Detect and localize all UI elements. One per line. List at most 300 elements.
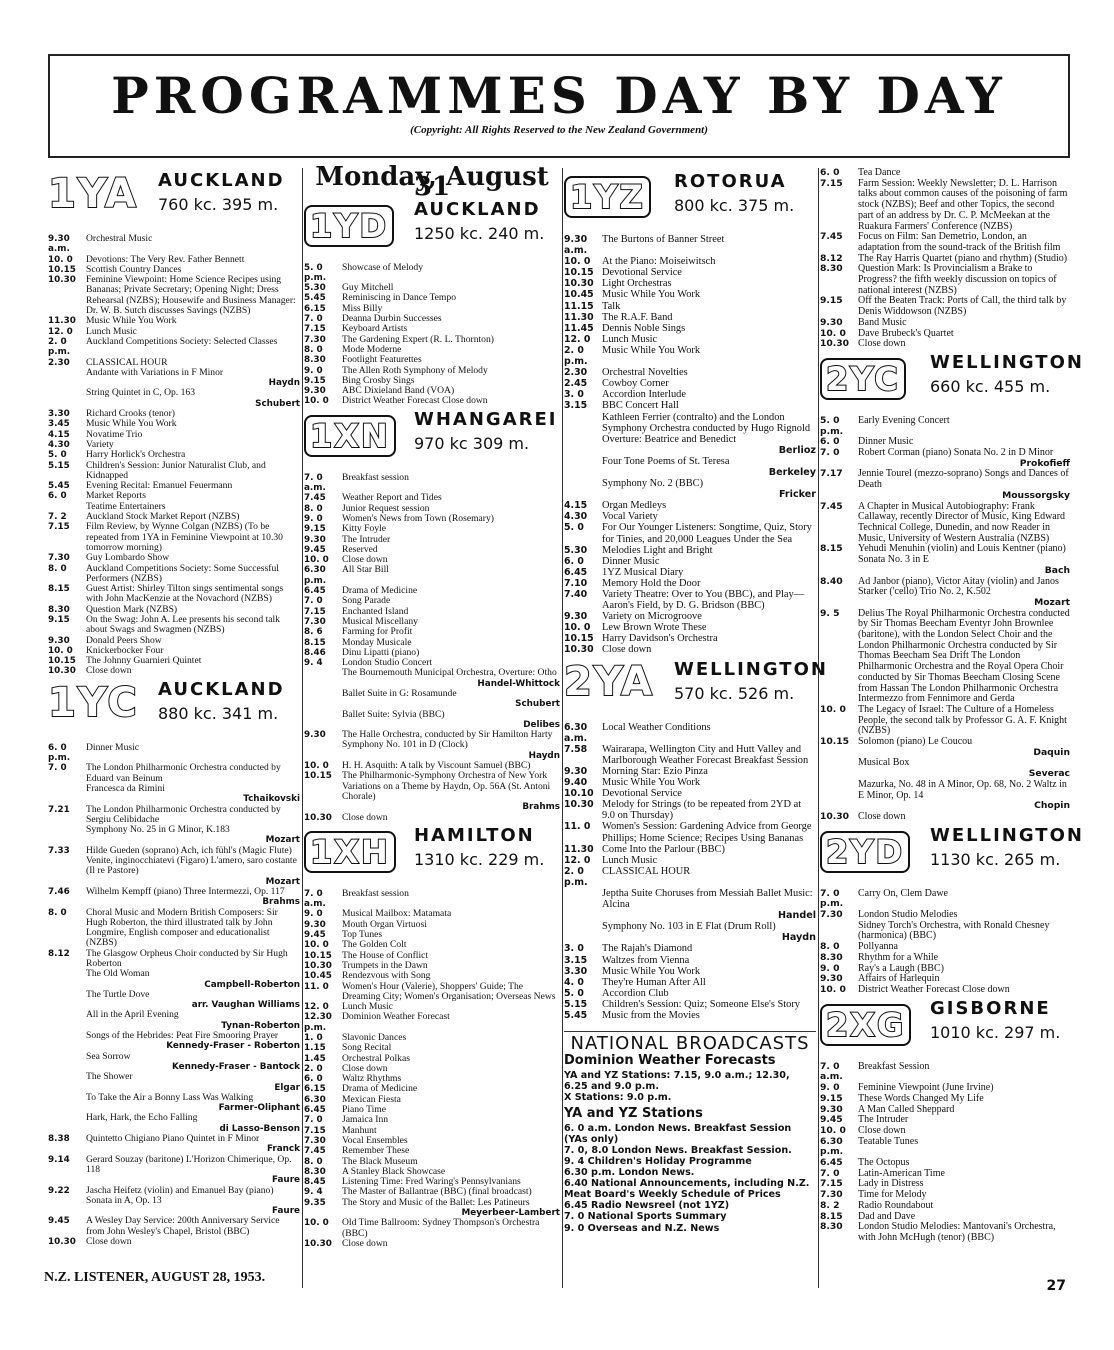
weather-line: X Stations: 9.0 p.m. xyxy=(564,1092,672,1104)
programme-entry xyxy=(564,389,816,400)
composer: Elgar xyxy=(274,1082,300,1093)
composer: Fricker xyxy=(778,489,816,501)
entry-title: Top Tunes xyxy=(342,929,383,941)
entry-time: 7.30 xyxy=(820,1189,843,1201)
national-broadcasts xyxy=(564,1031,816,1234)
entry-title: Weather Report and Tides xyxy=(342,492,442,504)
entry-text xyxy=(602,312,816,323)
entry-title: Melodies Light and Bright xyxy=(602,544,713,556)
entry-title: Auckland Competitions Society: Some Successful Performers (NZBS) xyxy=(86,562,279,584)
entry-time: 2. 0 p.m. xyxy=(564,344,588,368)
programme-entry xyxy=(48,887,300,908)
entry-title: Keyboard Artists xyxy=(342,323,408,335)
entry-title: Sidney Torch's Orchestra, with Ronald Chesney (harmonica) (BBC) xyxy=(858,919,1050,942)
entry-title: Come Into the Parlour (BBC) xyxy=(602,843,725,855)
programme-entry xyxy=(564,500,816,511)
entry-text xyxy=(602,500,816,511)
entry-title: Dominion Weather Forecast xyxy=(342,1011,450,1023)
entry-title: Latin-American Time xyxy=(858,1167,945,1179)
station-callsign: 1XN xyxy=(304,415,396,457)
composer: Faure xyxy=(272,1206,300,1217)
entry-time: 8. 0 xyxy=(820,941,840,953)
entry-time xyxy=(48,969,86,990)
programme-entry xyxy=(820,758,1070,779)
entry-time xyxy=(48,825,86,846)
entry-text xyxy=(86,990,300,1011)
entry-time: 4.15 xyxy=(48,429,70,440)
entry-title: Lew Brown Wrote These xyxy=(602,622,707,634)
programme-entry xyxy=(48,908,300,949)
composer: Farmer-Oliphant xyxy=(218,1103,300,1114)
entry-time: 1.15 xyxy=(304,1043,326,1054)
programme-entry xyxy=(304,1239,560,1249)
entry-title: Early Evening Concert xyxy=(858,414,950,426)
entry-time: 2.45 xyxy=(564,378,588,390)
station-city: AUCKLAND xyxy=(158,678,285,700)
entry-text xyxy=(86,784,300,805)
entry-title: A Stanley Black Showcase xyxy=(342,1165,446,1177)
programme-entry xyxy=(48,522,300,553)
programme-entry xyxy=(564,921,816,943)
entry-title: District Weather Forecast Close down xyxy=(858,984,1010,995)
entry-time: 7. 0 a.m. xyxy=(304,472,326,494)
entry-text xyxy=(86,368,300,389)
entry-title: London Studio Melodies: Mantovani's Orchestra, with John McHugh (tenor) (BBC) xyxy=(858,1221,1056,1243)
entry-text xyxy=(602,855,816,866)
entry-title: Choral Music and Modern British Composers: Sir Hugh Roberton, the third illustrated talk by John Longmire, English composer and educationalist (NZBS) xyxy=(86,906,278,949)
entry-time: 10. 0 xyxy=(564,622,591,634)
composer: Brahms xyxy=(262,897,300,908)
programme-entry xyxy=(820,921,1070,942)
entry-time: 11. 0 xyxy=(564,821,591,833)
entry-title: Music While You Work xyxy=(602,344,701,356)
programme-entry xyxy=(48,666,300,676)
entry-time: 10. 0 xyxy=(48,645,73,656)
entry-title: Dinner Music xyxy=(86,741,140,753)
entry-title: Lunch Music xyxy=(602,333,658,345)
entry-text xyxy=(602,323,816,334)
entry-title: Song Parade xyxy=(342,595,391,607)
entry-title: Memory Hold the Door xyxy=(602,577,701,589)
entry-title: Ad Janbor (piano), Victor Aitay (violin) and Janos Starker ('cello) Trio No. 2, K.502 xyxy=(858,575,1059,598)
programme-entry xyxy=(304,710,560,731)
entry-time: 5.15 xyxy=(564,998,588,1010)
entry-text xyxy=(602,400,816,411)
entry-time: 6. 0 p.m. xyxy=(48,742,71,764)
entry-text xyxy=(858,758,1070,779)
entry-title: Light Orchestras xyxy=(602,278,672,290)
composer: Brahms xyxy=(522,802,560,813)
station-city: AUCKLAND xyxy=(414,198,541,220)
entry-title: The Octopus xyxy=(858,1157,910,1169)
entry-text xyxy=(342,473,560,494)
entry-title: Scottish Country Dances xyxy=(86,263,182,275)
station-header xyxy=(304,824,560,885)
entry-time: 9.30 xyxy=(820,1103,843,1115)
entry-text xyxy=(602,633,816,644)
entry-text xyxy=(602,722,816,744)
entry-time: 8.12 xyxy=(48,948,70,959)
entry-time: 8. 0 xyxy=(304,1156,323,1167)
station-callsign: 1YA xyxy=(48,171,138,217)
programme-entry xyxy=(564,256,816,267)
composer: Daquin xyxy=(1033,746,1070,758)
entry-title: They're Human After All xyxy=(602,976,706,988)
programme-entry xyxy=(564,633,816,644)
programme-entry xyxy=(48,234,300,255)
entry-time: 7.15 xyxy=(304,606,326,617)
programme-entry xyxy=(820,1137,1070,1158)
entry-time: 10.15 xyxy=(820,736,850,748)
entry-text xyxy=(858,296,1070,317)
entry-time: 10.45 xyxy=(304,971,332,982)
entry-text xyxy=(86,615,300,636)
entry-text xyxy=(858,264,1070,296)
programme-entry xyxy=(564,312,816,323)
entry-time: 6. 0 xyxy=(304,1074,323,1085)
entry-text xyxy=(602,256,816,267)
entry-time: 4.30 xyxy=(48,439,70,450)
entry-time: 10.15 xyxy=(304,950,332,961)
entry-title: Symphony No. 103 in E Flat (Drum Roll) xyxy=(602,921,776,933)
station-city: WELLINGTON xyxy=(930,351,1084,373)
weather-heading: Dominion Weather Forecasts xyxy=(564,1053,776,1069)
entry-time: 9.22 xyxy=(48,1185,70,1196)
entry-title: A Wesley Day Service: 200th Anniversary Service from John Wesley's Chapel, Bristol (BBC) xyxy=(86,1215,280,1237)
entry-title: Jeptha Suite Choruses from Messiah Ballet Music: Alcina xyxy=(602,887,813,911)
entry-time: 5. 0 p.m. xyxy=(304,262,327,283)
entry-title: Feminine Viewpoint (June Irvine) xyxy=(858,1082,994,1094)
entry-text xyxy=(86,949,300,970)
programme-entry xyxy=(820,1222,1070,1243)
entry-time: 10.30 xyxy=(564,644,594,656)
entry-title: Kitty Foyle xyxy=(342,523,386,535)
entry-time: 3.45 xyxy=(48,419,70,430)
entry-text xyxy=(858,921,1070,942)
entry-time: 5. 0 p.m. xyxy=(820,414,844,437)
entry-time: 8.15 xyxy=(48,584,70,595)
entry-text xyxy=(602,921,816,943)
entry-text xyxy=(602,844,816,855)
entry-title: Mexican Fiesta xyxy=(342,1093,401,1105)
entry-title: Focus on Film: San Demetrio, London, an adaptation from the sound-track of the British film xyxy=(858,231,1061,253)
programme-entry xyxy=(564,367,816,378)
entry-title: Manhunt xyxy=(342,1124,377,1136)
issue-footer: N.Z. LISTENER, AUGUST 28, 1953. xyxy=(44,1270,266,1285)
station-callsign: 1YD xyxy=(304,205,394,247)
national-line: 6.30 p.m. London News. xyxy=(564,1167,695,1179)
entry-time: 7.30 xyxy=(304,616,326,627)
programme-entry xyxy=(564,888,816,921)
entry-text xyxy=(602,799,816,821)
entry-title: Delius The Royal Philharmonic Orchestra conducted by Sir Thomas Beecham Eventyr John Brownlee (baritone), with the London Select Choir and the London Philharmonic Orchestra conducted by Sir Thomas Beecham Sea Drift The London Philharmonic Orchestra and the Royal Opera Choir conducted by Sir Thomas Beecham Closing Scene from Hassan The London Philharmonic Orchestra Intermezzo from Fennimore and Gerda xyxy=(858,607,1070,705)
composer: Campbell-Roberton xyxy=(204,979,300,990)
entry-text xyxy=(858,502,1070,545)
entry-text xyxy=(86,1134,300,1155)
entry-title: Waltzes from Vienna xyxy=(602,954,690,966)
entry-time: 6.30 p.m. xyxy=(820,1135,844,1158)
entry-title: Close down xyxy=(602,644,652,656)
entry-title: Breakfast Session xyxy=(858,1060,930,1072)
entry-title: Footlight Featurettes xyxy=(342,354,422,366)
entry-time: 7.45 xyxy=(820,231,843,243)
entry-text xyxy=(342,1012,560,1033)
composer: Delibes xyxy=(523,719,560,730)
entry-time: 7. 0 p.m. xyxy=(820,887,844,910)
entry-title: Reserved xyxy=(342,543,378,555)
entry-text xyxy=(342,771,560,812)
entry-text xyxy=(602,943,816,954)
entry-title: Women's Hour (Valerie), Shoppers' Guide; The Dreaming City; Women's Organisation; Overseas News xyxy=(342,980,556,1002)
entry-time: 9.45 xyxy=(48,1216,70,1227)
entry-time xyxy=(48,1031,86,1052)
entry-text xyxy=(86,1216,300,1237)
entry-text xyxy=(342,263,560,284)
station-callsign: 2YD xyxy=(820,831,910,873)
entry-time: 6. 0 xyxy=(820,167,840,178)
entry-time xyxy=(48,502,86,512)
entry-title: The Glasgow Orpheus Choir conducted by Sir Hugh Roberton xyxy=(86,947,288,969)
entry-title: Solomon (piano) Le Coucou xyxy=(858,736,973,748)
entry-title: Music While You Work xyxy=(86,315,177,327)
entry-time: 10.30 xyxy=(48,1237,76,1248)
entry-text xyxy=(342,889,560,910)
programme-entry xyxy=(564,1010,816,1021)
entry-title: Orchestral Polkas xyxy=(342,1052,410,1064)
entry-time: 11.15 xyxy=(564,300,594,312)
programme-entry xyxy=(304,982,560,1003)
entry-title: Songs of the Hebrides: Peat Fire Smooring Prayer xyxy=(86,1030,279,1042)
programme-entry xyxy=(564,456,816,478)
entry-title: Harry Davidson's Orchestra xyxy=(602,633,718,645)
entry-time: 7.45 xyxy=(304,1146,326,1157)
entry-title: The House of Conflict xyxy=(342,949,429,961)
entry-text xyxy=(602,866,816,888)
entry-title: Vocal Variety xyxy=(602,511,658,523)
entry-time: 1. 0 xyxy=(304,1033,323,1043)
entry-text xyxy=(86,825,300,846)
entry-title: Music While You Work xyxy=(602,965,701,977)
programme-entry xyxy=(564,999,816,1010)
entry-title: Variety Theatre: Over to You (BBC), and Play—Aaron's Field, by D. G. Bridson (BBC) xyxy=(602,589,805,612)
entry-title: Variety on Microgroove xyxy=(602,611,702,623)
entry-title: Close down xyxy=(86,665,132,677)
entry-time: 6.45 xyxy=(304,586,326,597)
entry-title: Sea Sorrow xyxy=(86,1050,131,1062)
entry-text xyxy=(86,584,300,605)
entry-time: 7.15 xyxy=(304,1125,326,1136)
station-callsign: 2YA xyxy=(564,658,654,705)
entry-time: 2. 0 p.m. xyxy=(564,865,588,888)
programme-entry xyxy=(304,565,560,586)
station-frequency: 570 kc. 526 m. xyxy=(674,683,795,703)
entry-time: 11. 0 xyxy=(304,981,329,992)
entry-title: Breakfast session xyxy=(342,887,409,899)
entry-title: The Intruder xyxy=(342,533,391,545)
entry-time: 3.15 xyxy=(564,400,588,412)
programme-entry xyxy=(48,825,300,846)
entry-title: Wairarapa, Wellington City and Hutt Valley and Marlborough Weather Forecast Breakfast Session xyxy=(602,743,809,766)
entry-title: Auckland Stock Market Report (NZBS) xyxy=(86,511,240,523)
entry-time: 8.30 xyxy=(48,604,70,615)
programme-entry xyxy=(304,889,560,910)
entry-time: 8.30 xyxy=(304,1166,326,1177)
entry-title: Band Music xyxy=(858,316,907,328)
entry-title: Breakfast session xyxy=(342,471,409,483)
entry-text xyxy=(602,511,816,522)
copyright-notice: (Copyright: All Rights Reserved to the New Zealand Government) xyxy=(410,124,708,136)
entry-time: 9. 0 xyxy=(820,962,840,974)
entry-time: 7. 0 xyxy=(820,447,840,459)
entry-text xyxy=(602,367,816,378)
entry-text xyxy=(602,988,816,999)
entry-time: 9.35 xyxy=(304,1197,326,1208)
entry-title: The Ray Harris Quartet (piano and rhythm) (Studio) xyxy=(858,252,1068,264)
entry-time: 10.30 xyxy=(48,666,76,677)
composer: Mozart xyxy=(265,876,300,887)
entry-title: Enchanted Island xyxy=(342,605,409,617)
entry-time: 2.30 xyxy=(48,357,70,368)
entry-time: 2.30 xyxy=(564,367,588,379)
programme-entry xyxy=(304,1012,560,1033)
entry-title: Morning Star: Ezio Pinza xyxy=(602,765,708,777)
entry-text xyxy=(86,1031,300,1052)
entry-title: Robert Corman (piano) Sonata No. 2 in D Minor xyxy=(858,447,1054,459)
entry-title: Off the Beaten Track: Ports of Call, the third talk by Denis Widdowson (NZBS) xyxy=(858,295,1067,318)
entry-title: On the Swag: John A. Lee presents his second talk about Swags and Swagmen (NZBS) xyxy=(86,613,280,636)
entry-time: 7.15 xyxy=(820,177,843,189)
composer: Haydn xyxy=(528,750,560,761)
programme-entry xyxy=(564,977,816,988)
entry-title: The Legacy of Israel: The Culture of a Homeless People, the second talk by Professor G. A. F. Knight (NZBS) xyxy=(858,703,1067,737)
entry-text xyxy=(342,396,560,406)
entry-time: 5. 0 xyxy=(564,522,584,534)
composer: Prokofieff xyxy=(1019,457,1070,469)
entry-time: 10.30 xyxy=(820,338,850,350)
programme-entry xyxy=(48,1155,300,1186)
entry-title: Four Tone Poems of St. Teresa xyxy=(602,455,730,467)
entry-title: The Philharmonic-Symphony Orchestra of New York Variations on a Theme by Haydn, Op. 56A (St. Antoni Chorale) xyxy=(342,770,551,802)
station-city: GISBORNE xyxy=(930,997,1051,1019)
entry-title: Question Mark (NZBS) xyxy=(86,603,178,615)
entry-text xyxy=(602,522,816,544)
entry-time: 9.30 a.m. xyxy=(48,234,70,255)
entry-time: 10.15 xyxy=(48,264,76,275)
entry-text xyxy=(86,1052,300,1073)
programme-entry xyxy=(564,799,816,821)
station-callsign: 2YC xyxy=(820,358,906,400)
entry-title: Deanna Durbin Successes xyxy=(342,313,442,325)
entry-time: 7.30 xyxy=(304,1135,326,1146)
entry-title: The Intruder xyxy=(858,1114,909,1126)
entry-text xyxy=(602,888,816,921)
entry-title: All in the April Evening xyxy=(86,1009,179,1021)
composer: Schubert xyxy=(255,398,300,409)
entry-title: District Weather Forecast Close down xyxy=(342,395,488,407)
entry-title: BBC Concert Hall xyxy=(602,400,679,412)
entry-title: The Story and Music of the Ballet: Les Patineurs xyxy=(342,1196,530,1208)
entry-text xyxy=(858,1222,1070,1243)
programme-entry xyxy=(820,469,1070,501)
programme-entry xyxy=(564,578,816,589)
programme-entry xyxy=(820,1062,1070,1083)
entry-text xyxy=(342,710,560,731)
composer: Kennedy-Fraser - Roberton xyxy=(166,1041,300,1052)
entry-title: Devotional Service xyxy=(602,267,682,279)
entry-time: 7. 0 xyxy=(304,1115,323,1126)
programme-entry xyxy=(48,743,300,764)
programme-entry xyxy=(564,345,816,367)
entry-title: Rhythm for a While xyxy=(858,951,939,963)
entry-text xyxy=(342,1239,560,1249)
entry-time: 6. 0 xyxy=(564,555,584,567)
station-frequency: 1010 kc. 297 m. xyxy=(930,1022,1061,1042)
programme-entry xyxy=(564,545,816,556)
entry-text xyxy=(86,388,300,409)
entry-title: Jamaica Inn xyxy=(342,1114,389,1126)
entry-time: 7. 0 xyxy=(820,1167,840,1179)
entry-time: 4. 0 xyxy=(564,976,584,988)
programme-entry xyxy=(564,943,816,954)
entry-title: Dennis Noble Sings xyxy=(602,322,686,334)
entry-title: Remember These xyxy=(342,1145,410,1157)
programme-entry xyxy=(564,611,816,622)
programme-entry xyxy=(564,788,816,799)
entry-text xyxy=(602,1010,816,1021)
entry-time: 5. 0 xyxy=(48,450,67,461)
entry-time: 7. 0 xyxy=(48,763,67,774)
national-line: 6.40 National Announcements, including N.Z. Meat Board's Weekly Schedule of Prices xyxy=(564,1178,810,1201)
entry-text xyxy=(602,567,816,578)
programme-entry xyxy=(564,844,816,855)
entry-title: Teatable Tunes xyxy=(858,1135,919,1147)
entry-title: Showcase of Melody xyxy=(342,261,423,273)
entry-time: 7. 0 xyxy=(304,596,323,607)
entry-time: 7.15 xyxy=(48,522,70,533)
entry-title: Guy Lombardo Show xyxy=(86,552,170,564)
programme-entry xyxy=(820,812,1070,823)
entry-title: Musical Miscellany xyxy=(342,615,418,627)
station-callsign: 2XG xyxy=(820,1004,911,1046)
entry-title: Radio Roundabout xyxy=(858,1199,934,1211)
programme-entry xyxy=(48,1072,300,1093)
entry-text xyxy=(86,522,300,553)
programme-entry xyxy=(48,990,300,1011)
programme-entry xyxy=(564,866,816,888)
entry-text xyxy=(602,744,816,766)
entry-text xyxy=(86,908,300,949)
entry-title: Kathleen Ferrier (contralto) and the London Symphony Orchestra conducted by Hugo Rignold Overture: Beatrice and Benedict xyxy=(602,411,811,445)
programme-entry xyxy=(564,378,816,389)
date-heading: Monday, August 31 xyxy=(315,162,549,203)
entry-text xyxy=(858,889,1070,910)
programme-entry xyxy=(820,544,1070,576)
programme-entry xyxy=(820,264,1070,296)
entry-title: Jascha Heifetz (violin) and Emanuel Bay (piano) Sonata in A, Op. 13 xyxy=(86,1184,274,1206)
entry-title: The London Philharmonic Orchestra conducted by Sergiu Celibidache xyxy=(86,803,281,825)
national-title: NATIONAL BROADCASTS xyxy=(570,1033,810,1055)
entry-time: 8. 0 xyxy=(48,563,67,574)
entry-time: 8.30 xyxy=(304,355,326,366)
entry-title: Lady in Distress xyxy=(858,1178,924,1190)
entry-title: Knickerbocker Four xyxy=(86,644,164,656)
entry-time: 9.30 xyxy=(304,534,326,545)
entry-title: Close down xyxy=(342,1237,388,1249)
composer: Severac xyxy=(1028,768,1070,780)
entry-title: The Golden Colt xyxy=(342,939,407,951)
entry-time: 7. 2 xyxy=(48,512,67,523)
entry-time: 7. 0 a.m. xyxy=(304,888,326,910)
